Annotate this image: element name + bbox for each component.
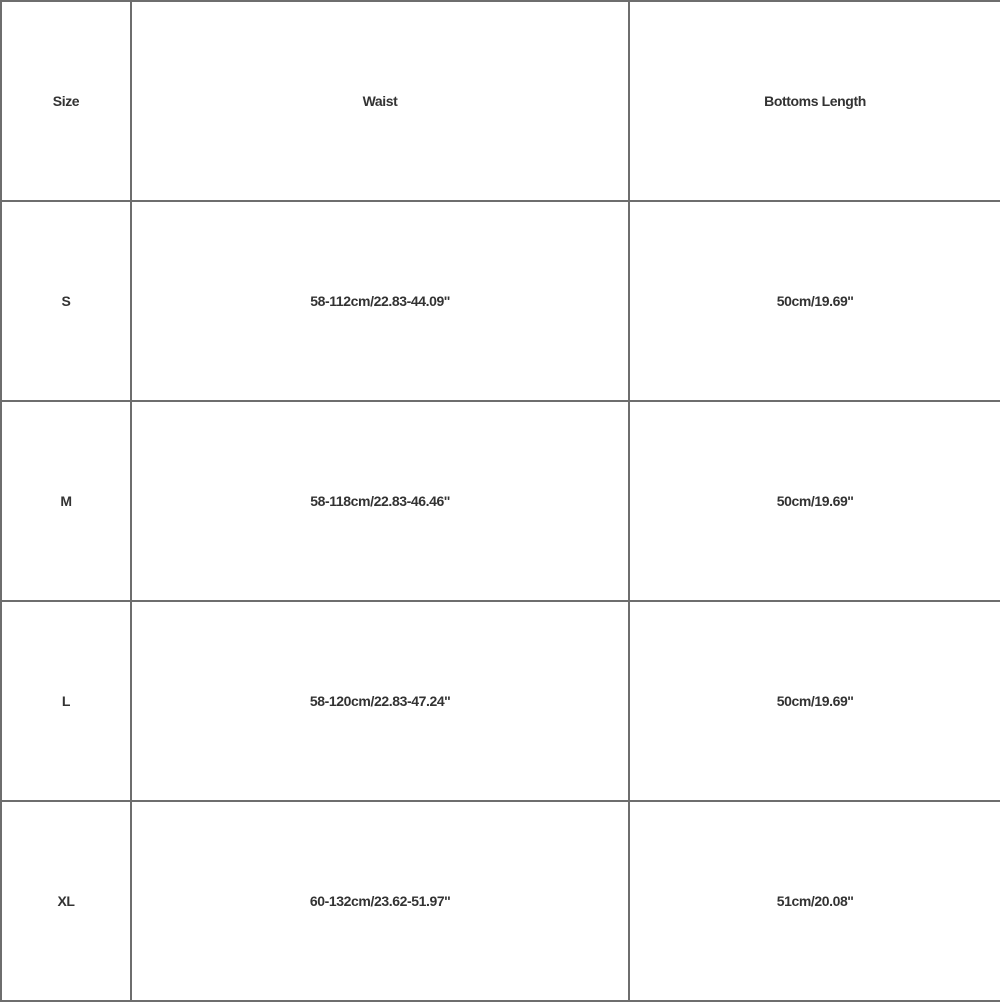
bottoms-length-cell: 51cm/20.08'' (629, 801, 1000, 1001)
bottoms-length-cell: 50cm/19.69'' (629, 201, 1000, 401)
header-waist: Waist (131, 1, 629, 201)
table-row (1, 601, 1000, 801)
table-row (1, 401, 1000, 601)
waist-cell: 58-112cm/22.83-44.09'' (131, 201, 629, 401)
size-cell: S (1, 201, 131, 401)
header-size: Size (1, 1, 131, 201)
bottoms-length-cell: 50cm/19.69'' (629, 601, 1000, 801)
header-bottoms-length: Bottoms Length (629, 1, 1000, 201)
waist-cell: 58-118cm/22.83-46.46'' (131, 401, 629, 601)
bottoms-length-cell: 50cm/19.69'' (629, 401, 1000, 601)
header-row (1, 1, 1000, 201)
waist-cell: 60-132cm/23.62-51.97'' (131, 801, 629, 1001)
size-cell: M (1, 401, 131, 601)
waist-cell: 58-120cm/22.83-47.24'' (131, 601, 629, 801)
table-row (1, 201, 1000, 401)
size-cell: L (1, 601, 131, 801)
table-row (1, 801, 1000, 1001)
size-cell: XL (1, 801, 131, 1001)
